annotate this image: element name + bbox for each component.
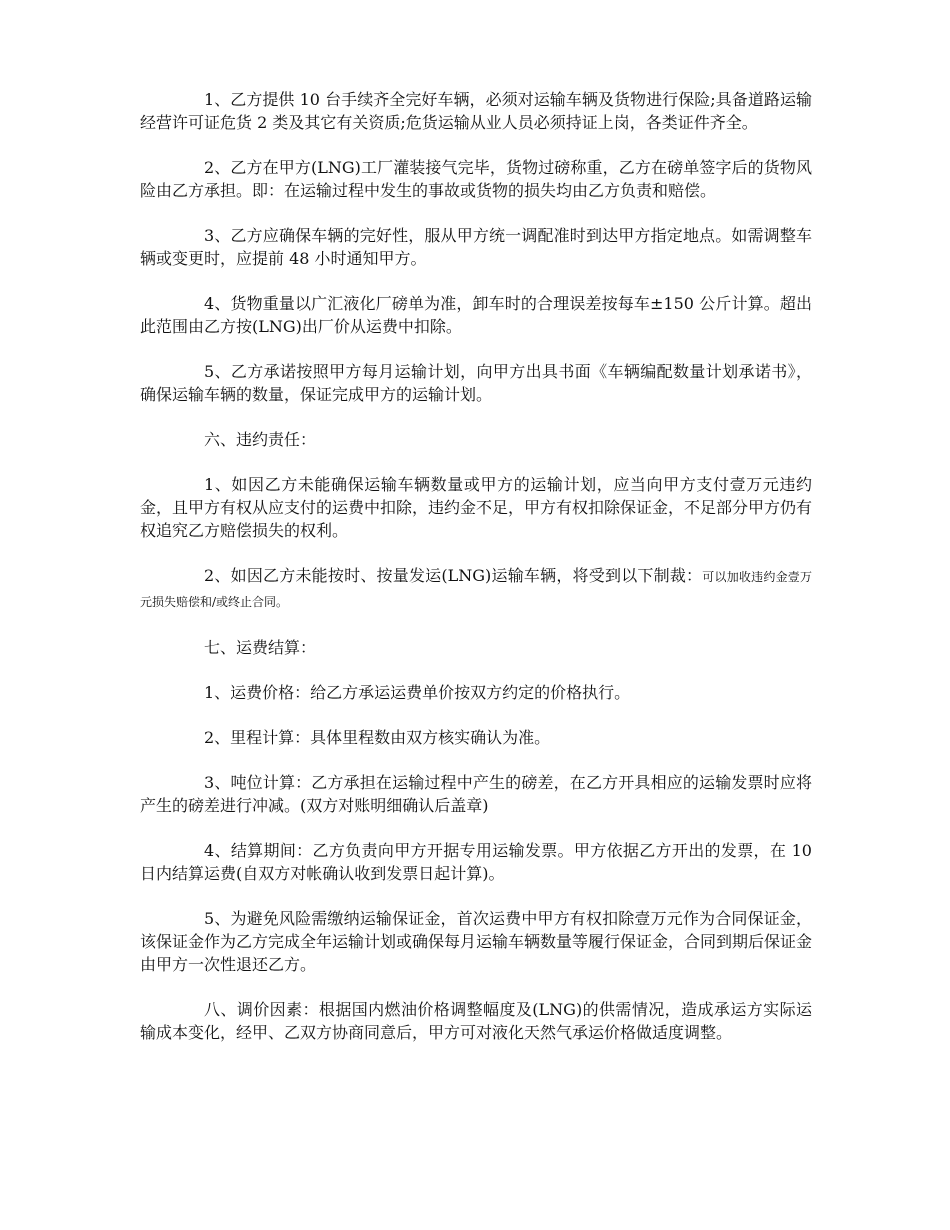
paragraph-3: 3、乙方应确保车辆的完好性，服从甲方统一调配准时到达甲方指定地点。如需调整车辆或变更时，应提前 48 小时通知甲方。 [140, 226, 812, 268]
paragraph-breach-2 [140, 564, 812, 614]
paragraph-1: 1、乙方提供 10 台手续齐全完好车辆，必须对运输车辆及货物进行保险;具备道路运输经营许可证危货 2 类及其它有关资质;危货运输从业人员必须持证上岗，各类证件齐全。 [140, 90, 812, 132]
document-body [140, 88, 818, 1066]
paragraph-settlement-3: 3、吨位计算：乙方承担在运输过程中产生的磅差，在乙方开具相应的运输发票时应将产生的磅差进行冲减。(双方对账明细确认后盖章) [140, 773, 812, 815]
paragraph-breach-2-main: 2、如因乙方未能按时、按量发运(LNG)运输车辆，将受到以下制裁： [204, 566, 703, 585]
paragraph-settlement-2: 2、里程计算：具体里程数由双方核实确认为准。 [204, 728, 551, 747]
paragraph-breach-1: 1、如因乙方未能确保运输车辆数量或甲方的运输计划，应当向甲方支付壹万元违约金，且甲方有权从应支付的运费中扣除，违约金不足，甲方有权扣除保证金，不足部分甲方仍有权追究乙方赔偿损失的权利。 [140, 475, 813, 540]
paragraph-price-adjustment: 八、调价因素：根据国内燃油价格调整幅度及(LNG)的供需情况，造成承运方实际运输成本变化，经甲、乙双方协商同意后，甲方可对液化天然气承运价格做适度调整。 [140, 1000, 812, 1042]
paragraph-settlement-4: 4、结算期间：乙方负责向甲方开据专用运输发票。甲方依据乙方开出的发票，在 10 日内结算运费(自双方对帐确认收到发票日起计算)。 [140, 841, 818, 883]
paragraph-settlement-1: 1、运费价格：给乙方承运运费单价按双方约定的价格执行。 [204, 683, 631, 702]
paragraph-4: 4、货物重量以广汇液化厂磅单为准，卸车时的合理误差按每车±150 公斤计算。超出此范围由乙方按(LNG)出厂价从运费中扣除。 [140, 294, 812, 336]
paragraph-5: 5、乙方承诺按照甲方每月运输计划，向甲方出具书面《车辆编配数量计划承诺书》，确保运输车辆的数量，保证完成甲方的运输计划。 [140, 362, 812, 404]
paragraph-2: 2、乙方在甲方(LNG)工厂灌装接气完毕，货物过磅称重，乙方在磅单签字后的货物风险由乙方承担。即：在运输过程中发生的事故或货物的损失均由乙方负责和赔偿。 [140, 158, 812, 200]
section-heading-settlement: 七、运费结算： [204, 638, 317, 657]
paragraph-settlement-5: 5、为避免风险需缴纳运输保证金，首次运费中甲方有权扣除壹万元作为合同保证金，该保证金作为乙方完成全年运输计划或确保每月运输车辆数量等履行保证金，合同到期后保证金由甲方一次性退还乙方。 [140, 909, 813, 974]
paragraph-breach-2-small: 可以加收违约金壹万元损失赔偿和/或终止合同。 [140, 570, 812, 609]
section-heading-breach: 六、违约责任： [204, 430, 317, 449]
